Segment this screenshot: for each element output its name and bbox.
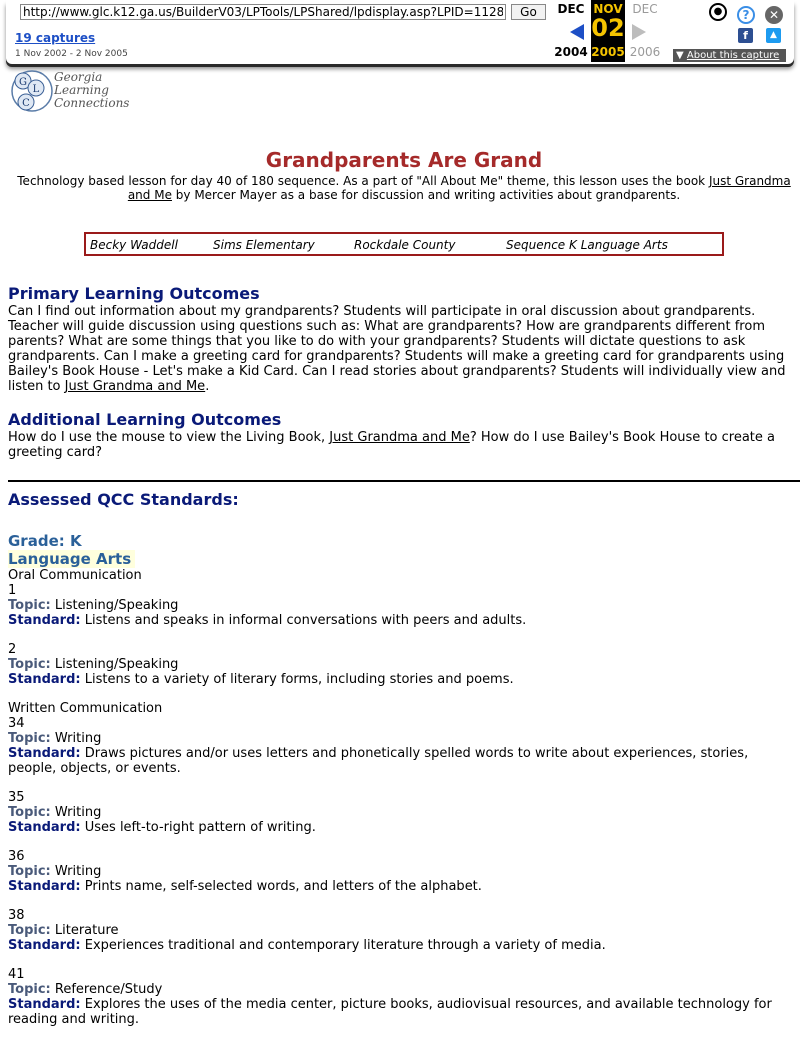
topic-label: Topic: xyxy=(8,731,51,746)
additional-outcomes-heading: Additional Learning Outcomes xyxy=(8,410,282,429)
glc-logo[interactable] xyxy=(10,68,130,114)
standard-number: 1 xyxy=(8,583,17,598)
primary-outcomes-heading: Primary Learning Outcomes xyxy=(8,284,260,303)
logo-letter-l: L xyxy=(32,84,40,95)
wayback-current-capture xyxy=(591,0,625,62)
standard-label: Standard: xyxy=(8,672,81,687)
standard-number: 35 xyxy=(8,790,25,805)
topic-label: Topic: xyxy=(8,982,51,997)
sequence-name: Sequence K Language Arts xyxy=(506,238,668,252)
help-icon[interactable]: ? xyxy=(737,6,755,24)
topic-value: Literature xyxy=(54,923,119,938)
wayback-url-input[interactable] xyxy=(20,4,506,20)
wayback-go-button[interactable]: Go xyxy=(511,4,546,20)
standard-number: 34 xyxy=(8,716,25,731)
lesson-info-table xyxy=(84,232,724,256)
standard-number: 41 xyxy=(8,967,25,982)
topic-value: Listening/Speaking xyxy=(54,598,179,613)
qcc-heading: Assessed QCC Standards: xyxy=(8,490,239,509)
topic-label: Topic: xyxy=(8,923,51,938)
strand-written-communication: Written Communication xyxy=(8,701,163,716)
wayback-current-year: 2005 xyxy=(591,45,625,59)
standard-item xyxy=(8,849,800,894)
standard-item xyxy=(8,967,800,1027)
wayback-current-day: 02 xyxy=(591,14,625,42)
wayback-captures-link[interactable]: 19 captures xyxy=(15,31,96,45)
primary-book-link[interactable]: Just Grandma and Me xyxy=(64,379,206,394)
wayback-next-capture-icon xyxy=(632,24,646,40)
standard-label: Standard: xyxy=(8,997,81,1012)
topic-value: Writing xyxy=(54,731,102,746)
subject-label: Language Arts xyxy=(8,550,135,568)
topic-label: Topic: xyxy=(8,864,51,879)
lesson-title: Grandparents Are Grand xyxy=(265,148,543,172)
standard-item xyxy=(8,642,800,687)
book-link[interactable]: Just Grandma and Me xyxy=(127,174,791,202)
standard-label: Standard: xyxy=(8,938,81,953)
standard-item xyxy=(8,908,800,953)
standard-item xyxy=(8,583,800,628)
school-name: Sims Elementary xyxy=(213,238,315,252)
topic-label: Topic: xyxy=(8,598,51,613)
standard-value: Draws pictures and/or uses letters and phonetically spelled words to write about experiences, stories, people, objects, or events. xyxy=(8,746,749,776)
topic-value: Reference/Study xyxy=(54,982,163,997)
additional-outcomes-text: How do I use the mouse to view the Living Book, Just Grandma and Me? How do I use Bailey's Book House to create a greeting card? xyxy=(8,430,775,460)
additional-book-link[interactable]: Just Grandma and Me xyxy=(329,430,470,445)
grade-label: Grade: K xyxy=(8,532,82,550)
about-this-capture-button[interactable] xyxy=(673,49,786,62)
user-account-icon[interactable]: ● xyxy=(709,3,727,21)
standard-label: Standard: xyxy=(8,613,81,628)
glc-logo-icon xyxy=(10,68,54,114)
about-this-capture-label: About this capture xyxy=(686,50,780,61)
lesson-description: Technology based lesson for day 40 of 180 sequence. As a part of "All About Me" theme, this lesson uses the book Just Grandma and Me by Mercer Mayer as a base for discussion and writing activities about grandparents. xyxy=(17,174,791,202)
caret-down-icon: ▼ xyxy=(676,50,684,61)
logo-letter-c: C xyxy=(22,98,30,109)
standard-label: Standard: xyxy=(8,879,81,894)
logo-letter-g: G xyxy=(19,77,27,88)
standard-item xyxy=(8,790,800,835)
wayback-prev-capture-icon[interactable] xyxy=(570,24,584,40)
facebook-share-icon[interactable]: f xyxy=(738,28,753,43)
twitter-share-icon[interactable]: ▲ xyxy=(766,28,781,43)
wayback-date-range: 1 Nov 2002 - 2 Nov 2005 xyxy=(15,49,128,59)
glc-logo-text xyxy=(54,71,129,110)
section-divider xyxy=(8,480,800,482)
standard-value: Explores the uses of the media center, picture books, audiovisual resources, and available technology for reading and writing. xyxy=(8,997,772,1027)
standard-value: Uses left-to-right pattern of writing. xyxy=(84,820,316,835)
topic-value: Writing xyxy=(54,805,102,820)
topic-label: Topic: xyxy=(8,657,51,672)
logo-line-connections: Connections xyxy=(54,96,130,110)
author-name: Becky Waddell xyxy=(90,238,178,252)
wayback-next-month: DEC xyxy=(632,2,658,16)
wayback-prev-year[interactable]: 2004 xyxy=(554,45,588,59)
wayback-next-year: 2006 xyxy=(629,45,661,59)
primary-outcomes-text: Can I find out information about my grandparents? Students will participate in oral discussion about grandparents. Teacher will guide discussion using questions such as: What are grandparents? How are grandparents different from parents? What are some things that you like to do with your grandparents? Students will dictate questions to ask grandparents. Can I make a greeting card for grandparents? Students will make a greeting card for grandparents using Bailey's Book House - Let's make a Kid Card. Can I read stories about grandparents? Students will individually view and listen to Just Grandma and Me. xyxy=(8,304,786,394)
strand-oral-communication: Oral Communication xyxy=(8,568,142,583)
standard-label: Standard: xyxy=(8,746,81,761)
logo-line-learning: Learning xyxy=(54,83,109,97)
standard-value: Listens and speaks in informal conversations with peers and adults. xyxy=(84,613,527,628)
standard-number: 2 xyxy=(8,642,17,657)
topic-value: Listening/Speaking xyxy=(54,657,179,672)
standard-number: 36 xyxy=(8,849,25,864)
close-icon[interactable]: ✕ xyxy=(765,6,783,24)
standard-value: Listens to a variety of literary forms, including stories and poems. xyxy=(84,672,514,687)
standard-item xyxy=(8,716,800,776)
county-name: Rockdale County xyxy=(354,238,456,252)
standard-number: 38 xyxy=(8,908,25,923)
topic-label: Topic: xyxy=(8,805,51,820)
wayback-prev-month[interactable]: DEC xyxy=(557,2,585,16)
standard-value: Experiences traditional and contemporary literature through a variety of media. xyxy=(84,938,606,953)
logo-line-georgia: Georgia xyxy=(54,70,103,84)
wayback-current-month: NOV xyxy=(593,2,623,16)
standard-value: Prints name, self-selected words, and letters of the alphabet. xyxy=(84,879,482,894)
topic-value: Writing xyxy=(54,864,102,879)
wayback-toolbar xyxy=(6,0,794,64)
standard-label: Standard: xyxy=(8,820,81,835)
lesson-content xyxy=(8,148,800,1041)
